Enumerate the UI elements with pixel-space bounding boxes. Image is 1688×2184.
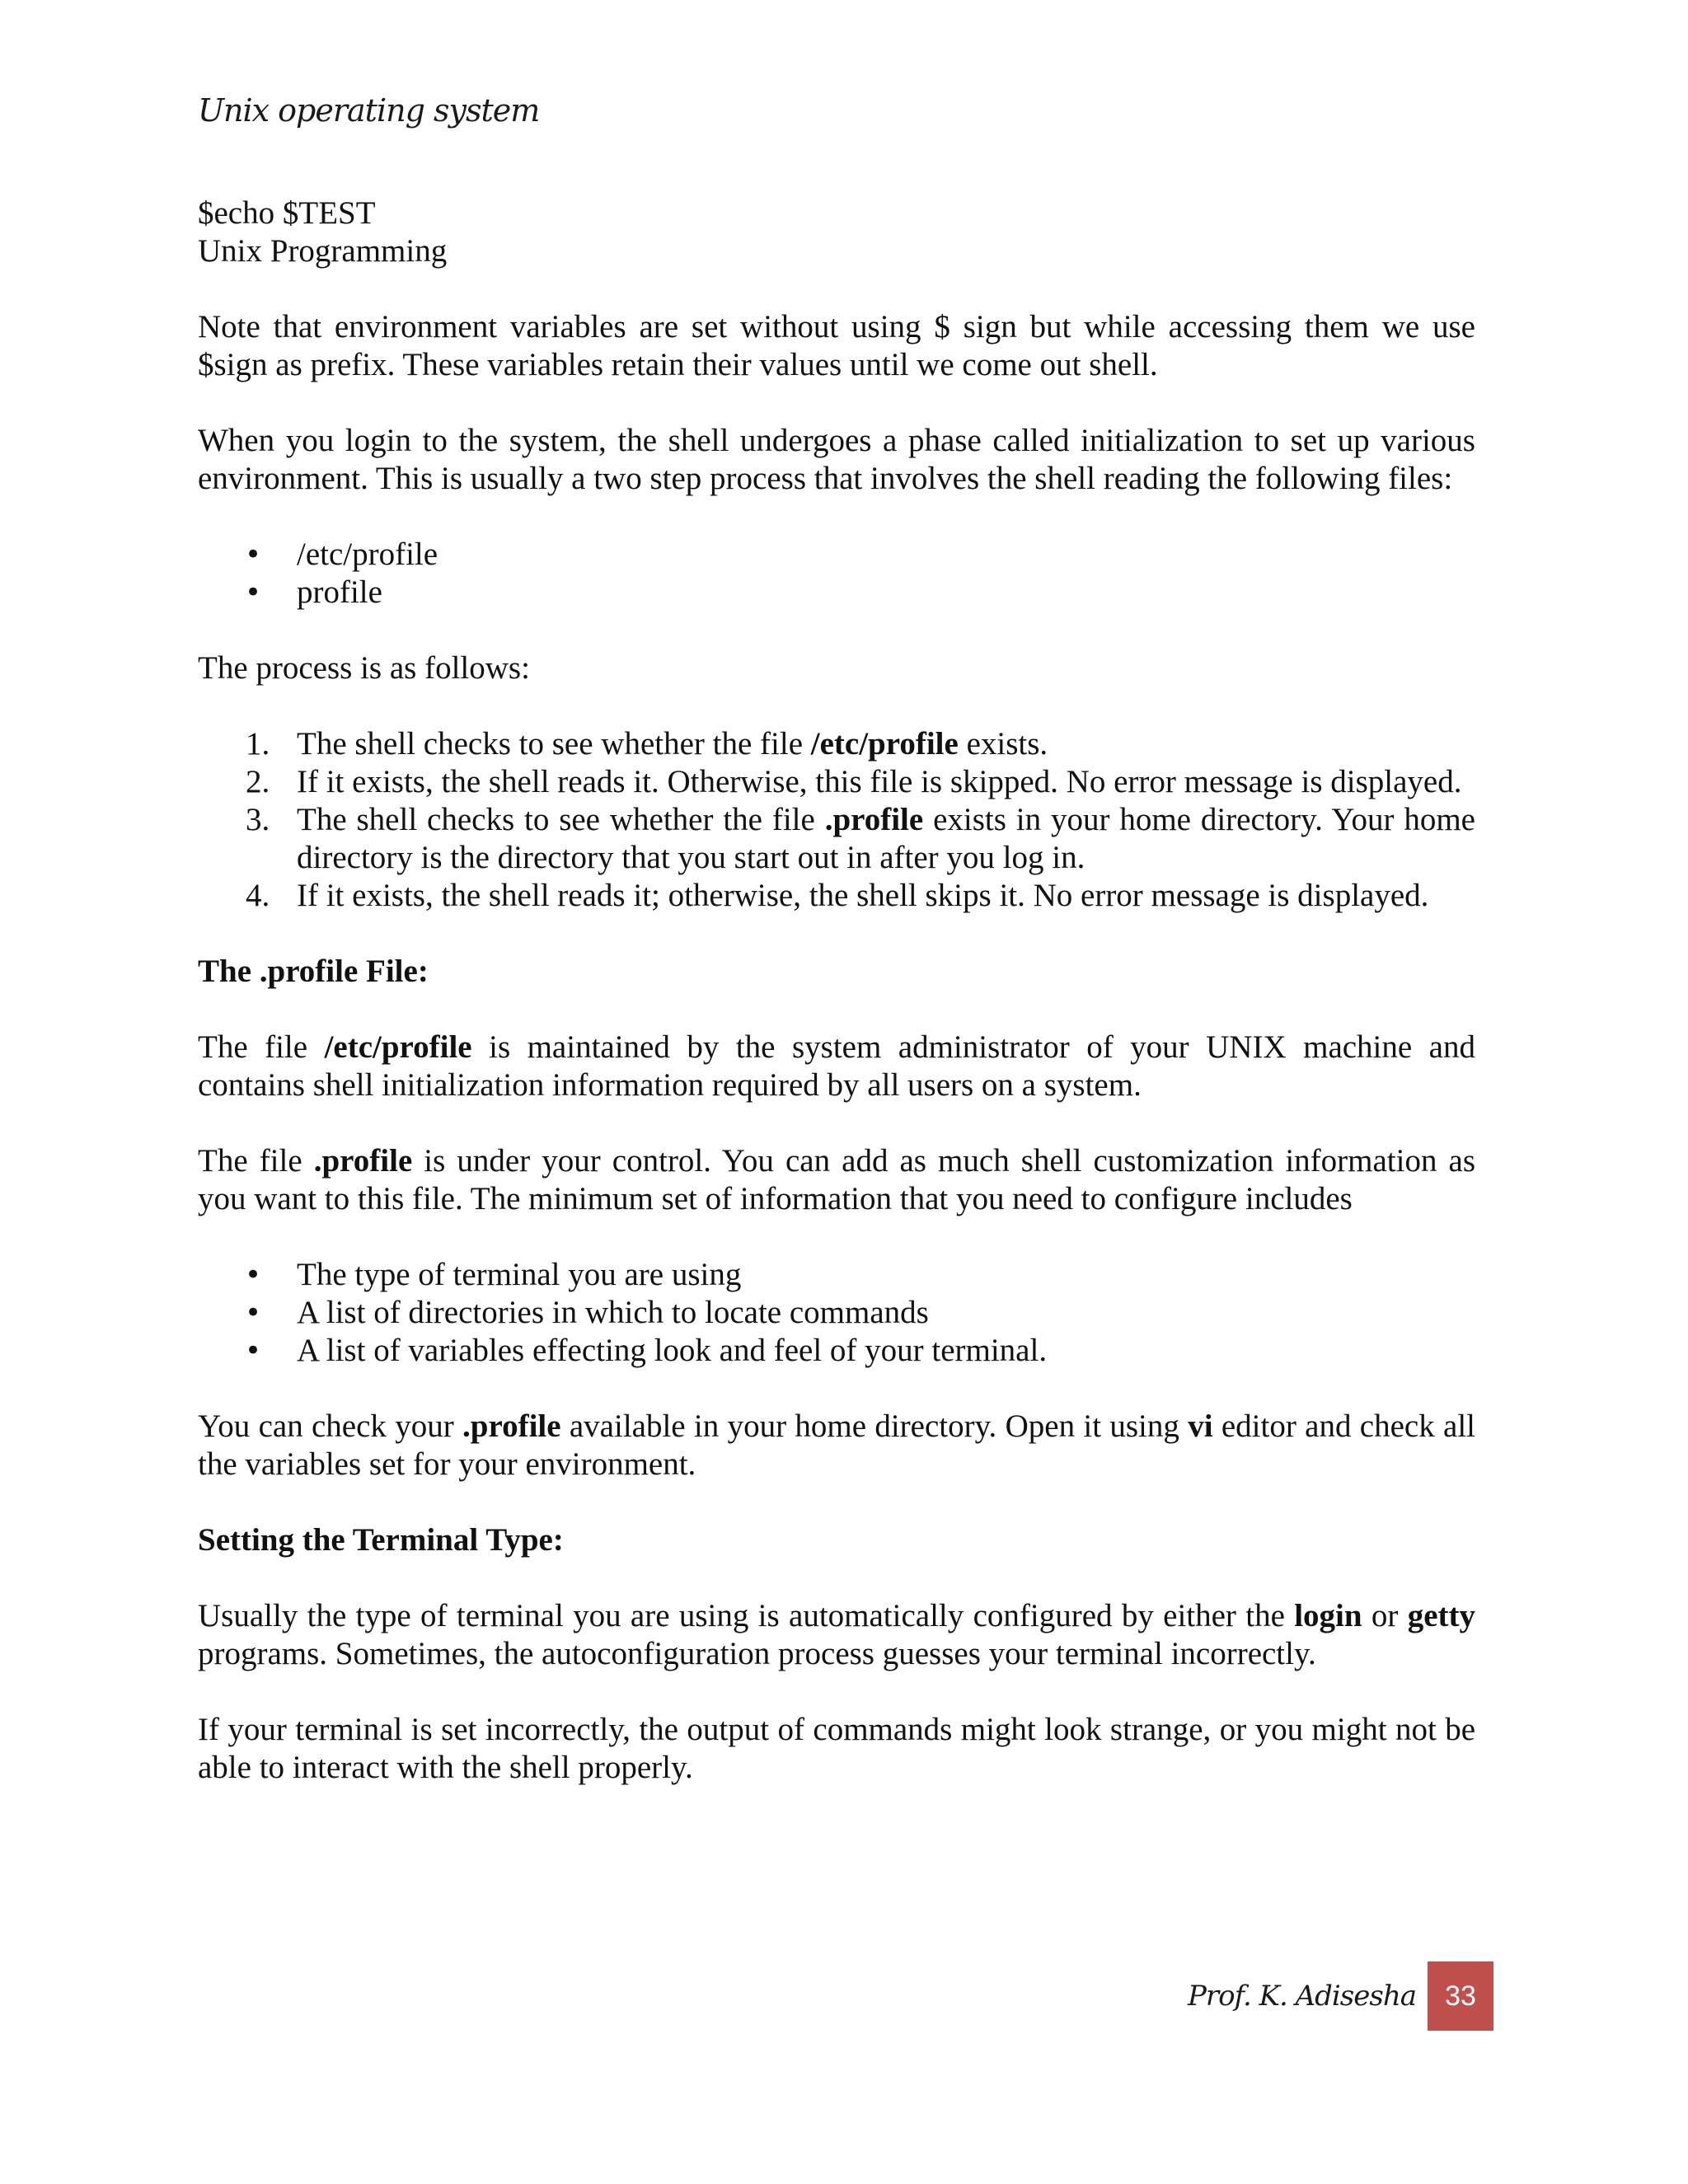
step-item: 4. If it exists, the shell reads it; otherwise, the shell skips it. No error message is displayed. [246, 878, 1429, 913]
step-item: 1. The shell checks to see whether the file /etc/profile exists. [246, 726, 1048, 762]
paragraph-dot-profile: The file .profile is under your control. You can add as much shell customization information as you want to this file. The minimum set of information that you need to configure includes [198, 1143, 1475, 1216]
step-number: 1. [246, 726, 270, 762]
step-item: 2. If it exists, the shell reads it. Otherwise, this file is skipped. No error message is displayed. [246, 764, 1462, 799]
bullet-icon: • [245, 1334, 262, 1367]
bullet-icon: • [245, 1258, 262, 1291]
process-steps [198, 725, 1475, 915]
page-content [198, 194, 1475, 1825]
section-heading-profile: The .profile File: [198, 954, 429, 989]
paragraph-check-profile: You can check your .profile available in your home directory. Open it using vi editor and check all the variables set for your environment. [198, 1408, 1475, 1482]
config-list [198, 1256, 1475, 1370]
section-heading-terminal: Setting the Terminal Type: [198, 1522, 564, 1558]
paragraph-process: The process is as follows: [198, 650, 530, 686]
paragraph-etc-profile: The file /etc/profile is maintained by the system administrator of your UNIX machine and contains shell initialization information required by all users on a system. [198, 1029, 1475, 1103]
list-item: • A list of variables effecting look and feel of your terminal. [245, 1333, 1048, 1368]
bullet-icon: • [245, 576, 262, 609]
paragraph-login: When you login to the system, the shell undergoes a phase called initialization to set up various environment. This is usually a two step process that involves the shell reading the following files: [198, 423, 1475, 496]
paragraph-incorrect: If your terminal is set incorrectly, the output of commands might look strange, or you might not be able to interact with the shell properly. [198, 1712, 1475, 1785]
running-header: Unix operating system [198, 92, 540, 129]
step-number: 3. [246, 802, 270, 837]
paragraph-note: Note that environment variables are set without using $ sign but while accessing them we use $sign as prefix. These variables retain their values until we come out shell. [198, 309, 1475, 382]
code-line-1: $echo $TEST [198, 195, 376, 231]
code-line-2: Unix Programming [198, 233, 448, 269]
step-number: 2. [246, 764, 270, 799]
list-item: • /etc/profile [245, 537, 438, 572]
footer-author: Prof. K. Adisesha [1188, 1980, 1416, 2013]
bullet-icon: • [245, 538, 262, 571]
code-example [198, 194, 1475, 270]
bullet-icon: • [245, 1296, 262, 1329]
files-list [198, 536, 1475, 612]
list-item: • profile [245, 574, 382, 610]
step-item: 3. The shell checks to see whether the file .profile exists in your home directory. Your home directory is the directory that you start out in after you log in. [246, 802, 1475, 875]
step-number: 4. [246, 878, 270, 913]
paragraph-usually: Usually the type of terminal you are using is automatically configured by either the login or getty programs. Sometimes, the autoconfiguration process guesses your terminal incorrectly. [198, 1598, 1475, 1671]
list-item: • A list of directories in which to locate commands [245, 1295, 929, 1330]
list-item: • The type of terminal you are using [245, 1257, 742, 1292]
page-number-badge: 33 [1428, 1961, 1493, 2031]
page-footer [1188, 1961, 1493, 2031]
